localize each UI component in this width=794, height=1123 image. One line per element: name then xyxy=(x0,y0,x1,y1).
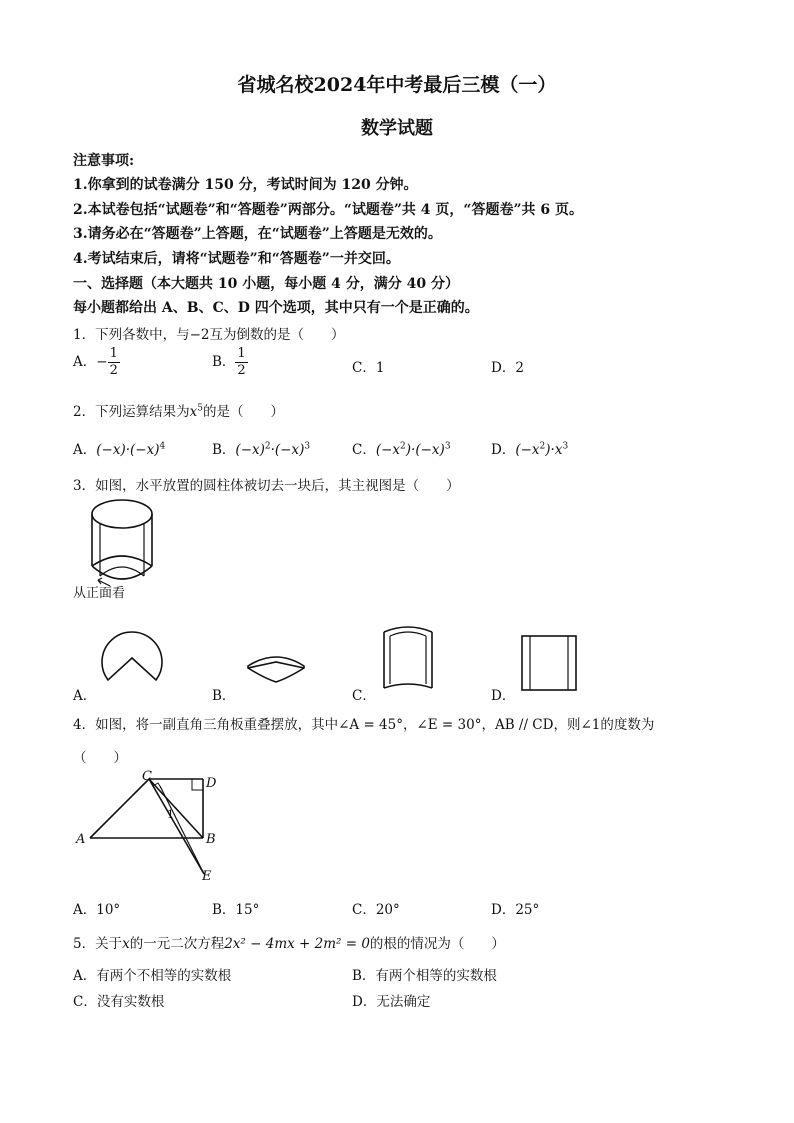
q1-option-b xyxy=(212,346,248,379)
q5-option-b: B．有两个相等的实数根 xyxy=(352,968,497,984)
q3-option-b-figure xyxy=(244,654,310,688)
q5-stem-pre: 5．关于 xyxy=(73,936,123,952)
q1-b-fraction xyxy=(235,346,247,379)
q5-stem xyxy=(73,932,505,952)
q2-option-c xyxy=(352,438,451,458)
q4-option-a: A．10° xyxy=(73,902,121,918)
notice-item-1: 1.你拿到的试卷满分 150 分，考试时间为 120 分钟。 xyxy=(73,177,418,193)
q2-stem-post: 的是（ ） xyxy=(202,404,284,420)
q5-option-c: C．没有实数根 xyxy=(73,994,165,1010)
q1-a-fraction xyxy=(108,346,120,379)
notice-item-4: 4.考试结束后，请将“试题卷”和“答题卷”一并交回。 xyxy=(73,251,400,267)
q3-cut-cylinder-figure xyxy=(90,496,170,596)
q2-b-exp2: 3 xyxy=(304,441,311,452)
q4-stem: 4．如图，将一副直角三角板重叠摆放，其中∠A = 45°，∠E = 30°，AB // CD，则∠1的度数为 xyxy=(73,717,655,733)
q3-stem: 3．如图，水平放置的圆柱体被切去一块后，其主视图是（ ） xyxy=(73,478,460,494)
q4-option-c: C．20° xyxy=(352,902,400,918)
q2-d-expr1: (−x xyxy=(515,442,540,458)
q2-d-exp1: 2 xyxy=(539,441,546,452)
q5-stem-var: x xyxy=(122,936,130,952)
q1-a-num: 1 xyxy=(109,346,118,361)
q4-label-d: D xyxy=(206,776,217,791)
section-heading: 一、选择题（本大题共 10 小题，每小题 4 分，满分 40 分） xyxy=(73,276,459,292)
notice-item-3: 3.请务必在“答题卷”上答题，在“试题卷”上答题是无效的。 xyxy=(73,226,442,242)
q1-a-den: 2 xyxy=(109,363,118,378)
q2-stem-exp: 5 xyxy=(197,403,203,414)
q4-label-e: E xyxy=(202,869,212,884)
q1-a-label: A． xyxy=(73,354,97,370)
section-instruction: 每小题都给出 A、B、C、D 四个选项，其中只有一个是正确的。 xyxy=(73,300,479,316)
q2-c-expr1: (−x xyxy=(375,442,401,458)
q1-option-a xyxy=(73,346,120,379)
q2-b-label: B． xyxy=(212,442,236,458)
q3-option-d-figure xyxy=(520,634,580,694)
q2-stem-var: x xyxy=(189,404,198,420)
q2-a-exp: 4 xyxy=(159,441,166,452)
notice-heading: 注意事项: xyxy=(73,153,135,169)
exam-title: 省城名校2024年中考最后三模（一） xyxy=(237,74,557,96)
q2-d-exp2: 3 xyxy=(562,441,569,452)
q1-option-c: C．1 xyxy=(352,360,385,376)
q2-d-expr2: )·x xyxy=(545,442,563,458)
q5-option-d: D．无法确定 xyxy=(352,994,431,1010)
q3-option-c-figure xyxy=(380,624,438,694)
q2-b-exp1: 2 xyxy=(264,441,271,452)
q4-label-c: C xyxy=(142,769,152,784)
q4-option-b: B．15° xyxy=(212,902,260,918)
q1-b-den: 2 xyxy=(237,363,246,378)
q1-stem: 1．下列各数中，与−2互为倒数的是（ ） xyxy=(73,327,345,343)
q4-option-d: D．25° xyxy=(491,902,540,918)
q5-stem-post: 的根的情况为（ ） xyxy=(369,936,505,952)
q3-option-c-label: C． xyxy=(352,688,376,704)
q2-a-label: A． xyxy=(73,442,97,458)
q3-option-d-label: D． xyxy=(491,688,516,704)
q3-figure-caption: 从正面看 xyxy=(73,586,126,601)
q2-option-d xyxy=(491,438,568,458)
q2-stem-pre: 2．下列运算结果为 xyxy=(73,404,190,420)
notice-item-2: 2.本试卷包括“试题卷”和“答题卷”两部分。“试题卷”共 4 页，“答题卷”共 6 页。 xyxy=(73,202,584,218)
q5-option-a: A．有两个不相等的实数根 xyxy=(73,968,232,984)
q2-c-expr2: )·(−x) xyxy=(405,442,445,458)
q4-stem-answer-blank: （ ） xyxy=(73,750,127,766)
q1-a-sign: − xyxy=(96,354,108,370)
q3-option-a-label: A． xyxy=(73,688,97,704)
q2-b-expr2: ·(−x) xyxy=(270,442,305,458)
exam-subtitle: 数学试题 xyxy=(361,118,433,139)
q1-b-num: 1 xyxy=(237,346,246,361)
q2-b-expr1: (−x) xyxy=(235,442,265,458)
q4-label-b: B xyxy=(206,832,216,847)
q2-c-exp2: 3 xyxy=(444,441,451,452)
q2-c-label: C． xyxy=(352,442,376,458)
q2-c-exp1: 2 xyxy=(400,441,406,452)
q3-option-b-label: B． xyxy=(212,688,236,704)
q5-stem-equation: 2x² − 4mx + 2m² = 0 xyxy=(224,936,370,952)
q4-label-a: A xyxy=(76,832,86,847)
q3-option-a-figure xyxy=(100,640,166,700)
q4-label-angle-1: 1 xyxy=(167,808,174,821)
q2-option-a xyxy=(73,438,165,458)
q2-option-b xyxy=(212,438,310,458)
q1-option-d: D．2 xyxy=(491,360,524,376)
q2-a-expr: (−x)·(−x) xyxy=(96,442,160,458)
q1-b-label: B． xyxy=(212,354,236,370)
q5-stem-mid: 的一元二次方程 xyxy=(129,936,225,952)
q2-stem xyxy=(73,400,284,420)
q2-d-label: D． xyxy=(491,442,516,458)
